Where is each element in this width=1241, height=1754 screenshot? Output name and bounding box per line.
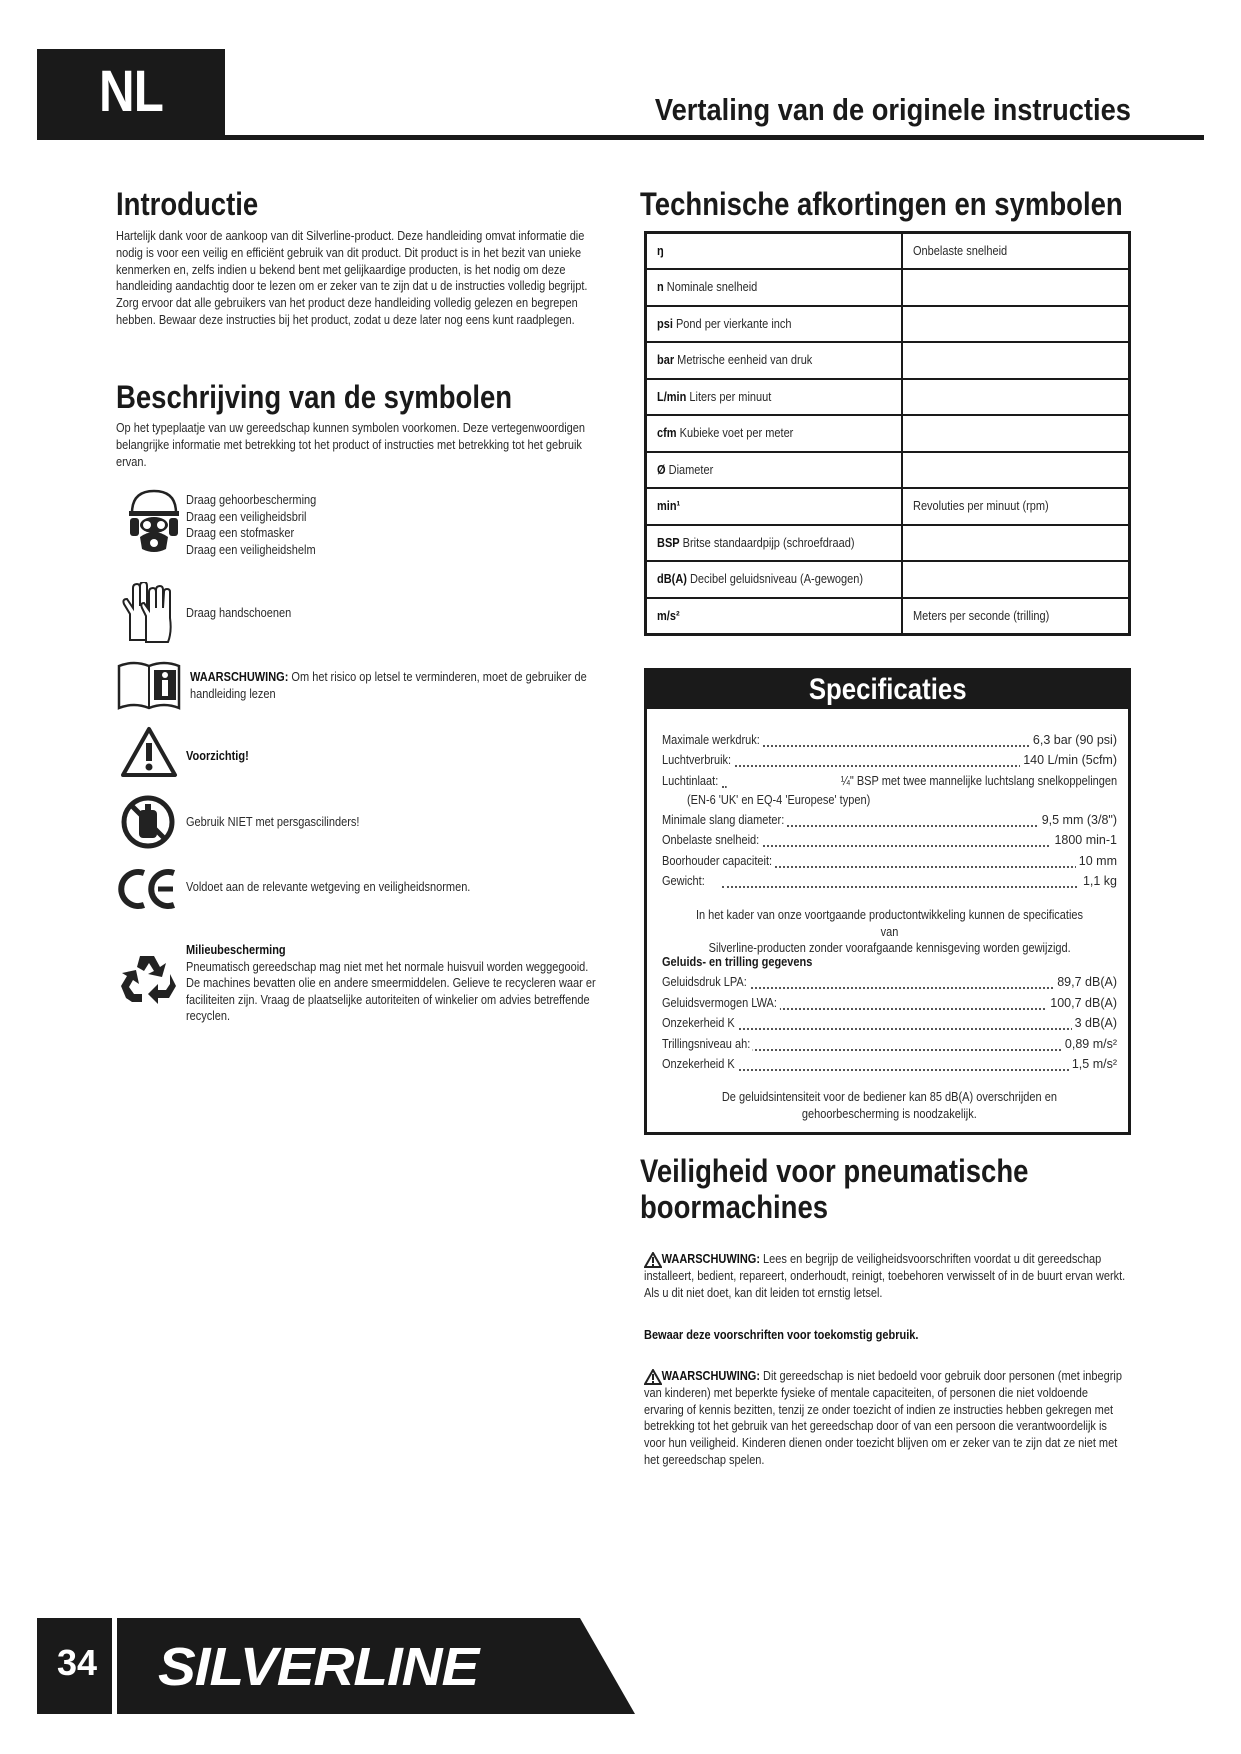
read-manual-icon	[116, 658, 182, 712]
spec-value: 10 mm	[1076, 854, 1117, 868]
abbreviation-meaning: Liters per minuut	[686, 389, 772, 404]
ce-text: Voldoet aan de relevante wetgeving en veiligheidsnormen.	[186, 880, 471, 894]
ppe-text	[186, 492, 316, 558]
spec-row	[662, 813, 1117, 831]
spec-label: Boorhouder capaciteit:	[662, 854, 775, 868]
ppe-helmet-icon	[126, 487, 182, 557]
abbreviation-symbol: dB(A)	[657, 572, 687, 587]
specifications-box	[644, 668, 1131, 1135]
abbreviation-description-cell	[902, 306, 1129, 343]
abbreviation-symbol: ŋ	[657, 244, 664, 258]
abbreviation-description: Onbelaste snelheid	[913, 244, 1008, 258]
abbreviation-cell	[646, 598, 903, 635]
abbreviation-cell	[646, 233, 903, 270]
noise-note-line: De geluidsintensiteit voor de bediener kan 85 dB(A) overschrijden en	[721, 1090, 1058, 1104]
abbreviation-meaning: Decibel geluidsniveau (A-gewogen)	[686, 572, 864, 587]
recycle-icon	[118, 952, 178, 1010]
environment-line: Pneumatisch gereedschap mag niet met het normale huisvuil worden weggegooid.	[186, 959, 589, 974]
spec-row	[662, 833, 1117, 851]
read-manual-text	[190, 669, 587, 702]
spec-value: 1,1 kg	[1080, 874, 1117, 888]
warning-line: installeert, bedient, repareert, onderhoudt, reinigt, toebehoren verwisselt of in de buurt ervan werkt.	[644, 1268, 1126, 1283]
noise-value: 0,89 m/s²	[1062, 1037, 1117, 1051]
noise-label: Onzekerheid K	[662, 1016, 737, 1030]
spec-row	[662, 753, 1117, 771]
spec-row	[662, 874, 1117, 892]
ppe-item: Draag een veiligheidsbril	[186, 509, 307, 524]
abbreviation-description-cell	[902, 379, 1129, 416]
abbreviation-row	[646, 598, 1130, 635]
manual-warning-label: WAARSCHUWING:	[190, 670, 289, 684]
noise-label: Geluidsvermogen LWA:	[662, 996, 780, 1010]
abbreviation-row	[646, 488, 1130, 525]
abbreviation-description-cell	[902, 452, 1129, 489]
warning-line: betrekking tot het gebruik van het gereedschap door of van een persoon die verantwoordelijk is	[644, 1419, 1107, 1434]
abbreviations-title: Technische afkortingen en symbolen	[640, 186, 1123, 222]
abbreviation-cell	[646, 525, 903, 562]
abbreviation-description-cell	[902, 233, 1129, 270]
safety-title-line: Veiligheid voor pneumatische	[640, 1153, 1029, 1189]
abbreviation-description: Meters per seconde (trilling)	[913, 608, 1050, 623]
abbreviation-symbol: L/min	[657, 389, 687, 404]
noise-label: Onzekerheid K	[662, 1057, 737, 1071]
abbreviation-row	[646, 525, 1130, 562]
noise-value: 89,7 dB(A)	[1054, 975, 1117, 989]
leader-dots	[722, 845, 1077, 847]
warning-label: WAARSCHUWING:	[661, 1252, 760, 1266]
caution-text: Voorzichtig!	[186, 749, 249, 763]
warning-line: Lees en begrijp de veiligheidsvoorschriften voordat u dit gereedschap	[759, 1252, 1102, 1266]
abbreviation-description-cell	[902, 342, 1129, 379]
specifications-title-text: Specificaties	[808, 673, 967, 706]
gloves-text: Draag handschoenen	[186, 606, 292, 620]
warning-line: Als u dit niet doet, kan dit leiden tot ernstig letsel.	[644, 1285, 883, 1300]
symbols-line: Op het typeplaatje van uw gereedschap kunnen symbolen voorkomen. Deze vertegenwoordigen	[116, 421, 586, 435]
noise-value: 100,7 dB(A)	[1047, 996, 1117, 1010]
environment-title: Milieubescherming	[186, 943, 286, 957]
intro-text	[116, 228, 591, 329]
specifications-title	[647, 671, 1128, 709]
inlet-continuation	[687, 792, 871, 809]
environment-text	[186, 942, 596, 1025]
abbreviation-symbol: min¹	[657, 499, 681, 514]
abbreviation-cell	[646, 269, 903, 306]
abbreviation-symbol: BSP	[657, 535, 680, 550]
environment-line: faciliteiten zijn. Vraag de plaatselijke autoriteiten of winkelier om advies betreffende	[186, 992, 590, 1007]
abbreviation-description-cell	[902, 415, 1129, 452]
page-number: 34	[56, 1642, 98, 1683]
warning-line: van kinderen) met beperkte fysieke of mentale capaciteiten, of personen die niet voldoende	[644, 1385, 1088, 1400]
abbreviation-symbol: bar	[657, 353, 675, 368]
environment-line: De machines bevatten olie en andere smeermiddelen. Gelieve te recycleren waar er	[186, 976, 596, 991]
intro-line: kenmerken en, zelfs indien u bekend bent met gelijkaardige producten, is het nodig om deze	[116, 262, 566, 277]
spec-label: Luchtinlaat:	[662, 774, 721, 788]
noise-value: 1,5 m/s²	[1069, 1057, 1117, 1071]
spec-row	[662, 774, 1117, 792]
abbreviation-meaning: Kubieke voet per meter	[676, 426, 794, 441]
caution-icon	[120, 726, 178, 778]
intro-line: Hartelijk dank voor de aankoop van dit Silverline-product. Deze handleiding omvat informatie die	[116, 229, 585, 243]
ppe-item: Draag een veiligheidshelm	[186, 542, 316, 557]
abbreviation-symbol: cfm	[657, 426, 677, 441]
warning-line: ervaring of kennis bezitten, tenzij ze onder toezicht of indien ze instructies hebben gekregen met	[644, 1402, 1113, 1417]
abbreviation-row	[646, 269, 1130, 306]
intro-line: Zorg ervoor dat alle gebruikers van het product deze handleiding volledig gelezen en begrepen	[116, 296, 578, 311]
noise-value: 3 dB(A)	[1072, 1016, 1117, 1030]
abbreviation-row	[646, 452, 1130, 489]
abbreviation-cell	[646, 488, 903, 525]
leader-dots	[722, 886, 1077, 888]
ce-mark-icon	[118, 868, 180, 910]
noise-row	[662, 1037, 1117, 1055]
language-code: NL	[98, 59, 164, 124]
noise-title: Geluids- en trilling gegevens	[662, 955, 813, 969]
warning-label: WAARSCHUWING:	[661, 1369, 760, 1383]
abbreviation-meaning: Britse standaardpijp (schroefdraad)	[679, 535, 855, 550]
safety-title	[640, 1153, 1028, 1225]
safety-warning-1	[644, 1251, 1137, 1301]
spec-label: Luchtverbruik:	[662, 753, 734, 767]
spec-label: Minimale slang diameter:	[662, 813, 787, 827]
gloves-icon	[118, 582, 178, 644]
disclaimer-line: Silverline-producten zonder voorafgaande kennisgeving worden gewijzigd.	[708, 941, 1071, 955]
ppe-item: Draag gehoorbescherming	[186, 493, 317, 507]
spec-label: Onbelaste snelheid:	[662, 833, 762, 847]
abbreviation-row	[646, 342, 1130, 379]
spec-value: 140 L/min (5cfm)	[1020, 753, 1117, 767]
abbreviation-description: Revoluties per minuut (rpm)	[913, 499, 1049, 514]
intro-line: hebben. Bewaar deze instructies bij het product, zodat u deze later nog eens kunt raadplegen.	[116, 312, 575, 327]
leader-dots	[722, 786, 727, 788]
abbreviation-row	[646, 415, 1130, 452]
header-title: Vertaling van de originele instructies	[654, 92, 1131, 127]
footer-white-area	[580, 1618, 1204, 1714]
ppe-item: Draag een stofmasker	[186, 526, 295, 541]
abbreviation-cell	[646, 561, 903, 598]
disclaimer-line: In het kader van onze voortgaande productontwikkeling kunnen de specificaties van	[695, 908, 1084, 939]
symbols-line: belangrijke informatie met betrekking tot het product of instructies met betrekking tot het gebruik	[116, 437, 582, 452]
keep-instructions: Bewaar deze voorschriften voor toekomstig gebruik.	[644, 1328, 919, 1342]
intro-title: Introductie	[116, 186, 259, 222]
spec-label: Maximale werkdruk:	[662, 733, 762, 747]
abbreviation-cell	[646, 379, 903, 416]
noise-row	[662, 1016, 1117, 1034]
abbreviation-symbol: psi	[657, 316, 673, 331]
inlet-continuation-text: (EN-6 'UK' en EQ-4 'Europese' typen)	[687, 793, 871, 807]
symbols-title: Beschrijving van de symbolen	[116, 379, 513, 415]
abbreviation-cell	[646, 415, 903, 452]
abbreviation-row	[646, 306, 1130, 343]
abbreviation-cell	[646, 306, 903, 343]
safety-warning-2	[644, 1368, 1137, 1469]
warning-line: voor hun veiligheid. Kinderen dienen onder toezicht blijven om er zeker van te zijn dat ze niet met	[644, 1436, 1118, 1451]
abbreviation-description-cell	[902, 488, 1129, 525]
specs-disclaimer	[662, 907, 1117, 957]
header-rule	[37, 135, 1204, 140]
no-gas-text: Gebruik NIET met persgascilinders!	[186, 815, 360, 829]
noise-row	[662, 996, 1117, 1014]
abbreviation-meaning: Metrische eenheid van druk	[674, 353, 813, 368]
symbols-line: ervan.	[116, 454, 147, 469]
leader-dots	[722, 987, 1077, 989]
spec-label: Gewicht:	[662, 874, 707, 888]
abbreviation-description-cell	[902, 598, 1129, 635]
noise-label: Geluidsdruk LPA:	[662, 975, 749, 989]
spec-value: 1800 min-1	[1051, 833, 1117, 847]
spec-row	[662, 733, 1117, 751]
abbreviation-symbol: Ø	[657, 462, 666, 477]
abbreviation-row	[646, 379, 1130, 416]
abbreviation-row	[646, 561, 1130, 598]
symbols-intro	[116, 420, 591, 470]
leader-dots	[722, 1049, 1077, 1051]
leader-dots	[722, 1028, 1077, 1030]
brand-logo: SILVERLINE	[158, 1637, 479, 1697]
spec-row	[662, 854, 1117, 872]
noise-note-line: gehoorbescherming is noodzakelijk.	[802, 1106, 977, 1121]
noise-label: Trillingsniveau ah:	[662, 1037, 753, 1051]
abbreviation-cell	[646, 342, 903, 379]
spec-value: 6,3 bar (90 psi)	[1030, 733, 1117, 747]
warning-line: Dit gereedschap is niet bedoeld voor gebruik door personen (met inbegrip	[759, 1369, 1122, 1383]
spec-value: 9,5 mm (3/8")	[1039, 813, 1117, 827]
environment-line: recyclen.	[186, 1009, 231, 1024]
manual-line: Om het risico op letsel te verminderen, moet de gebruiker de	[288, 670, 587, 684]
abbreviation-description-cell	[902, 561, 1129, 598]
abbreviation-meaning: Pond per vierkante inch	[672, 316, 792, 331]
intro-line: nodig is voor een veilig en efficiënt gebruik van dit product. Dit product is in het bezit van unieke	[116, 245, 582, 260]
leader-dots	[722, 1069, 1077, 1071]
spec-value: ¼" BSP met twee mannelijke luchtslang snelkoppelingen	[838, 774, 1117, 788]
leader-dots	[722, 745, 1077, 747]
abbreviation-meaning: Nominale snelheid	[663, 280, 758, 295]
noise-row	[662, 1057, 1117, 1075]
safety-title-line: boormachines	[640, 1189, 829, 1225]
leader-dots	[722, 866, 1077, 868]
warning-line: het gereedschap spelen.	[644, 1452, 765, 1467]
abbreviation-symbol: n	[657, 280, 664, 295]
noise-note	[662, 1089, 1117, 1122]
abbreviation-description-cell	[902, 269, 1129, 306]
manual-line: handleiding lezen	[190, 686, 276, 701]
abbreviation-row	[646, 233, 1130, 270]
abbreviation-cell	[646, 452, 903, 489]
no-gas-cylinder-icon	[120, 794, 176, 850]
abbreviation-symbol: m/s²	[657, 608, 680, 623]
abbreviation-description-cell	[902, 525, 1129, 562]
abbreviation-meaning: Diameter	[665, 462, 714, 477]
intro-line: handleiding aandachtig door te lezen om er zeker van te zijn dat u de instructies volledig begrijpt.	[116, 279, 588, 294]
noise-row	[662, 975, 1117, 993]
abbreviations-table	[644, 231, 1131, 636]
